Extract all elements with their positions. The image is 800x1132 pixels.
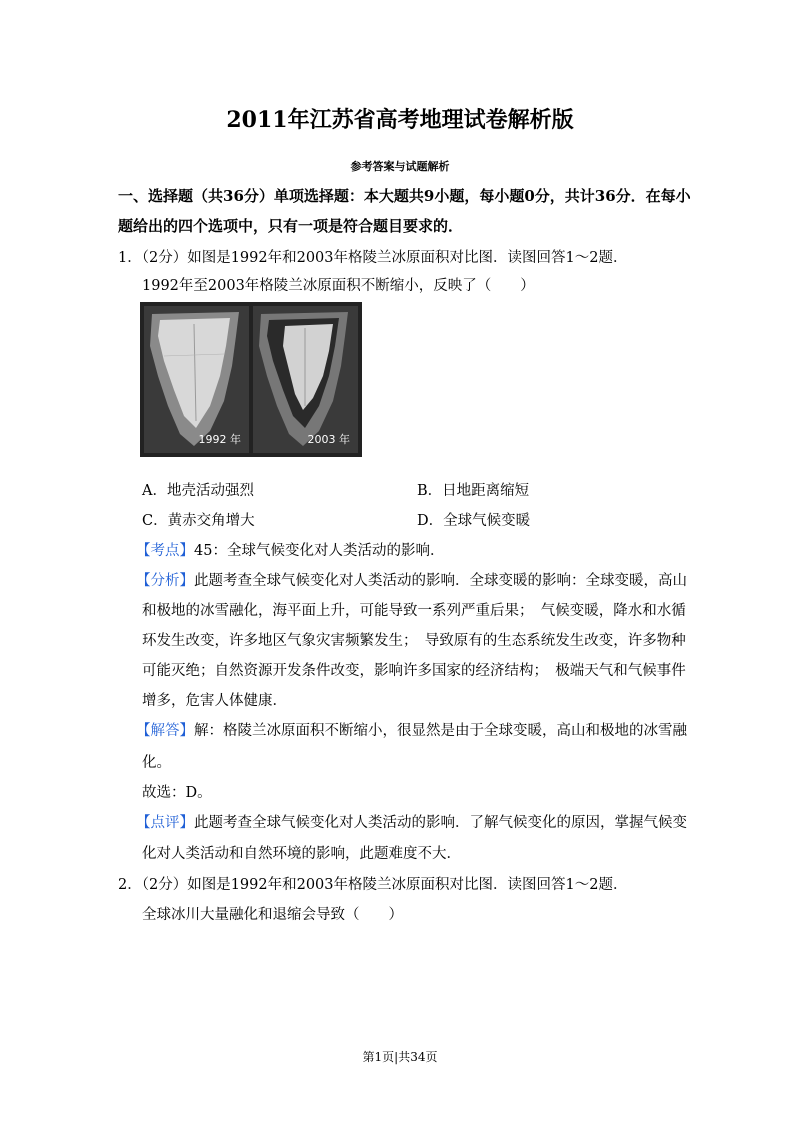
greenland-2003-panel (253, 306, 358, 453)
dianping-tag: 【点评】 (136, 815, 194, 831)
jieda-answer: 故选：D。 (142, 785, 212, 801)
jieda-line-1 (136, 719, 687, 740)
q1-option-b: B．日地距离缩短 (417, 483, 530, 499)
fenxi-text-1: 此题考查全球气候变化对人类活动的影响．全球变暖的影响：全球变暖，高山 (194, 573, 687, 589)
q2-stem: 2．（2分）如图是1992年和2003年格陵兰冰原面积对比图．读图回答1～2题． (118, 877, 628, 893)
dianping-text-1: 此题考查全球气候变化对人类活动的影响．了解气候变化的原因，掌握气候变 (194, 815, 687, 831)
greenland-1992-panel (144, 306, 249, 453)
dianping-line-2: 化对人类活动和自然环境的影响，此题难度不大． (142, 846, 461, 862)
section-heading-line-1: 一、选择题（共36分）单项选择题：本大题共9小题，每小题0分，共计36分．在每小 (118, 187, 691, 205)
jieda-tag: 【解答】 (136, 723, 194, 739)
fenxi-line-3: 环发生改变，许多地区气象灾害频繁发生； 导致原有的生态系统发生改变，许多物种 (142, 633, 686, 649)
year-label-1992: 1992 年 (198, 433, 241, 446)
fenxi-line-2: 和极地的冰雪融化，海平面上升，可能导致一系列严重后果； 气候变暖，降水和水循 (142, 603, 686, 619)
jieda-line-2: 化。 (142, 755, 171, 771)
dianping-line-1 (136, 811, 687, 832)
kaodian-text: 45：全球气候变化对人类活动的影响． (194, 543, 445, 559)
fenxi-tag: 【分析】 (136, 573, 194, 589)
jieda-text-1: 解：格陵兰冰原面积不断缩小，很显然是由于全球变暖，高山和极地的冰雪融 (194, 723, 687, 739)
kaodian-tag: 【考点】 (136, 543, 194, 559)
q1-option-d: D．全球气候变暖 (417, 513, 531, 529)
section-heading-line-2: 题给出的四个选项中，只有一项是符合题目要求的． (118, 217, 464, 235)
q1-option-c: C．黄赤交角增大 (142, 513, 255, 529)
fenxi-line-5: 增多，危害人体健康． (142, 693, 287, 709)
fenxi-line-1 (136, 569, 687, 590)
greenland-ice-comparison-image (140, 302, 362, 457)
q1-option-a: A．地壳活动强烈 (142, 483, 254, 499)
page-footer: 第1页|共34页 (362, 1050, 438, 1064)
fenxi-line-4: 可能灭绝；自然资源开发条件改变，影响许多国家的经济结构； 极端天气和气候事件 (142, 663, 686, 679)
q2-question: 全球冰川大量融化和退缩会导致（ ） (142, 907, 403, 923)
page-title: 2011年江苏省高考地理试卷解析版 (226, 107, 574, 133)
kaodian-line (136, 539, 444, 560)
year-label-2003: 2003 年 (307, 433, 350, 446)
q1-stem: 1．（2分）如图是1992年和2003年格陵兰冰原面积对比图．读图回答1～2题． (118, 250, 628, 266)
page-subtitle: 参考答案与试题解析 (350, 160, 450, 173)
q1-question: 1992年至2003年格陵兰冰原面积不断缩小，反映了（ ） (142, 278, 535, 294)
